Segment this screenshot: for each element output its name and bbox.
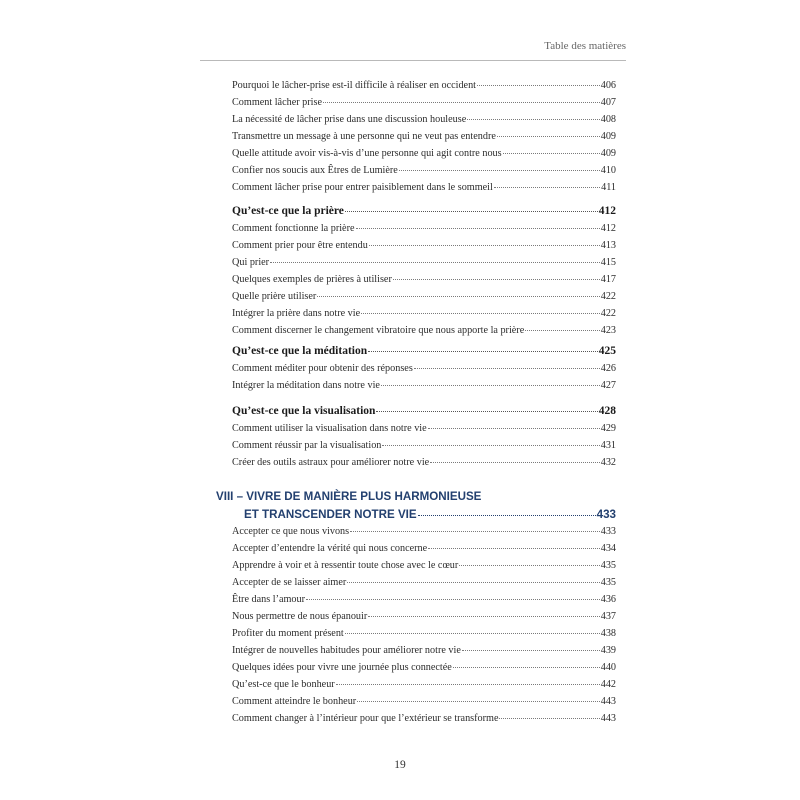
toc-section-heading: Qu’est-ce que la prière 412	[232, 205, 616, 217]
chapter-page: 433	[596, 508, 616, 521]
chapter-title-line2: ET TRANSCENDER NOTRE VIE 433	[244, 508, 616, 521]
toc-entry: Profiter du moment présent 438	[232, 628, 616, 639]
toc-entry: Quelle prière utiliser 422	[232, 291, 616, 302]
toc-chapter-8-entries	[232, 526, 616, 730]
toc-chapter-8	[216, 490, 616, 526]
toc-entry: Quelle attitude avoir vis-à-vis d’une personne qui agit contre nous 409	[232, 148, 616, 159]
toc-entry: Confier nos soucis aux Êtres de Lumière 410	[232, 165, 616, 176]
toc-section-visualisation	[232, 405, 616, 474]
chapter-title-line1: VIII – VIVRE DE MANIÈRE PLUS HARMONIEUSE	[216, 490, 482, 503]
toc-entry: Accepter ce que nous vivons 433	[232, 526, 616, 537]
toc-entry: Être dans l’amour 436	[232, 594, 616, 605]
toc-entry: Créer des outils astraux pour améliorer notre vie 432	[232, 457, 616, 468]
toc-entry: Comment changer à l’intérieur pour que l’extérieur se transforme 443	[232, 713, 616, 724]
toc-entry: Comment atteindre le bonheur 443	[232, 696, 616, 707]
toc-entry: Pourquoi le lâcher-prise est-il difficile à réaliser en occident 406	[232, 80, 616, 91]
toc-entry: Apprendre à voir et à ressentir toute chose avec le cœur 435	[232, 560, 616, 571]
toc-entry: La nécessité de lâcher prise dans une discussion houleuse 408	[232, 114, 616, 125]
toc-section-meditation	[232, 345, 616, 397]
toc-section-heading: Qu’est-ce que la visualisation 428	[232, 405, 616, 417]
toc-entry: Accepter d’entendre la vérité qui nous concerne 434	[232, 543, 616, 554]
toc-section-priere	[232, 205, 616, 342]
toc-entry: Qui prier 415	[232, 257, 616, 268]
header-rule	[200, 60, 626, 61]
toc-entry: Accepter de se laisser aimer 435	[232, 577, 616, 588]
page-number: 19	[394, 759, 406, 771]
toc-group-lacher-prise	[232, 80, 616, 199]
toc-entry: Comment lâcher prise pour entrer paisiblement dans le sommeil 411	[232, 182, 616, 193]
toc-entry: Comment lâcher prise 407	[232, 97, 616, 108]
running-header: Table des matières	[544, 40, 626, 52]
toc-entry: Comment utiliser la visualisation dans notre vie 429	[232, 423, 616, 434]
toc-entry: Quelques idées pour vivre une journée plus connectée 440	[232, 662, 616, 673]
toc-entry: Transmettre un message à une personne qui ne veut pas entendre 409	[232, 131, 616, 142]
toc-entry: Intégrer la prière dans notre vie 422	[232, 308, 616, 319]
toc-section-heading: Qu’est-ce que la méditation 425	[232, 345, 616, 357]
toc-entry: Comment prier pour être entendu 413	[232, 240, 616, 251]
toc-entry: Comment fonctionne la prière 412	[232, 223, 616, 234]
toc-entry: Comment discerner le changement vibratoire que nous apporte la prière 423	[232, 325, 616, 336]
toc-entry: Quelques exemples de prières à utiliser 417	[232, 274, 616, 285]
toc-entry: Nous permettre de nous épanouir 437	[232, 611, 616, 622]
toc-entry: Qu’est-ce que le bonheur 442	[232, 679, 616, 690]
toc-entry: Comment réussir par la visualisation 431	[232, 440, 616, 451]
toc-entry: Intégrer la méditation dans notre vie 427	[232, 380, 616, 391]
toc-entry: Intégrer de nouvelles habitudes pour améliorer notre vie 439	[232, 645, 616, 656]
toc-entry: Comment méditer pour obtenir des réponses 426	[232, 363, 616, 374]
